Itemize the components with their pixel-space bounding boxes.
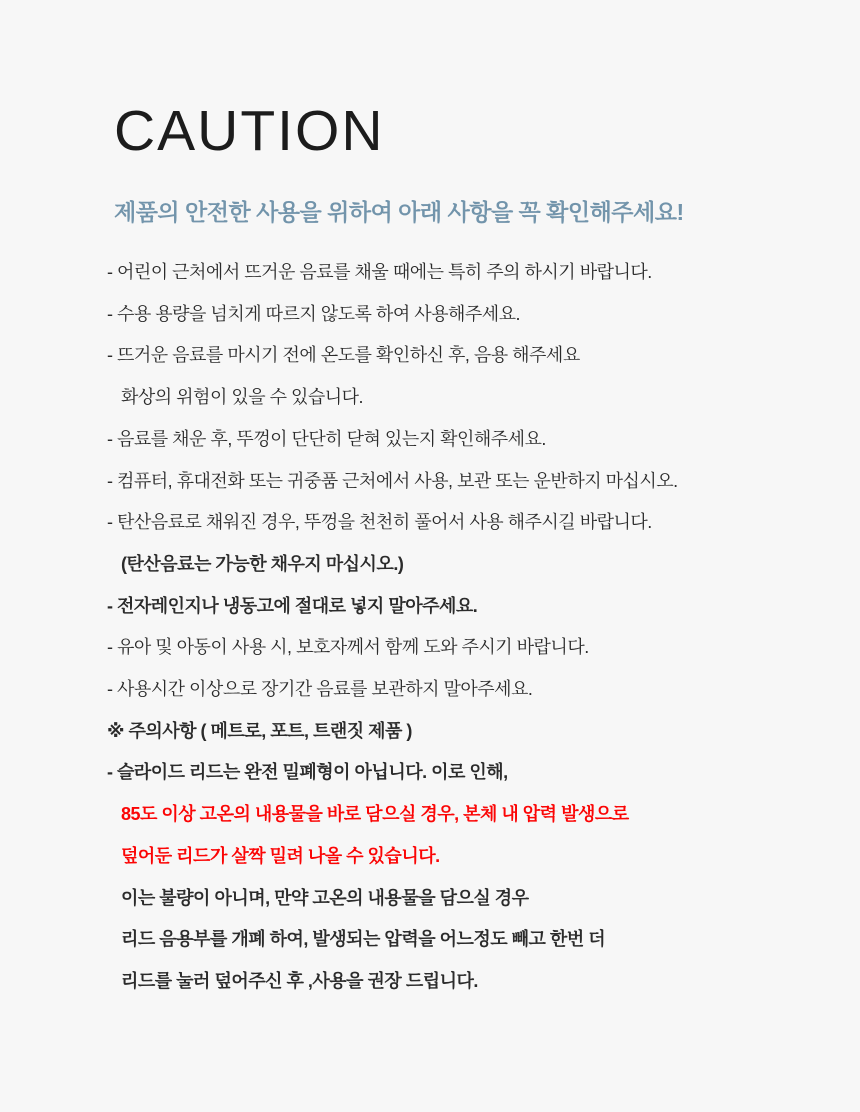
caution-line: 덮어둔 리드가 살짝 밀려 나올 수 있습니다. [121, 845, 440, 866]
caution-line: 리드를 눌러 덮어주신 후 ,사용을 권장 드립니다. [121, 970, 478, 991]
page-subtitle: 제품의 안전한 사용을 위하여 아래 사항을 꼭 확인해주세요! [114, 199, 684, 225]
caution-line: ※ 주의사항 ( 메트로, 포트, 트랜짓 제품 ) [107, 720, 412, 741]
caution-line: - 슬라이드 리드는 완전 밀폐형이 아닙니다. 이로 인해, [107, 762, 508, 783]
caution-line: - 탄산음료로 채워진 경우, 뚜껑을 천천히 풀어서 사용 해주시길 바랍니다. [107, 512, 652, 533]
caution-line: - 뜨거운 음료를 마시기 전에 온도를 확인하신 후, 음용 해주세요 [107, 345, 580, 366]
caution-line: (탄산음료는 가능한 채우지 마십시오.) [121, 553, 404, 574]
page-title: CAUTION [114, 99, 385, 163]
caution-line: - 음료를 채운 후, 뚜껑이 단단히 닫혀 있는지 확인해주세요. [107, 428, 546, 449]
caution-line: 리드 음용부를 개폐 하여, 발생되는 압력을 어느정도 빼고 한번 더 [121, 929, 606, 950]
caution-list [107, 252, 800, 1003]
caution-line: - 전자레인지나 냉동고에 절대로 넣지 말아주세요. [107, 595, 478, 616]
caution-line: 이는 불량이 아니며, 만약 고온의 내용물을 담으실 경우 [121, 887, 529, 908]
caution-line: - 유아 및 아동이 사용 시, 보호자께서 함께 도와 주시기 바랍니다. [107, 637, 589, 658]
caution-line: - 수용 용량을 넘치게 따르지 않도록 하여 사용해주세요. [107, 303, 521, 324]
caution-line: - 사용시간 이상으로 장기간 음료를 보관하지 말아주세요. [107, 679, 533, 700]
caution-line: 화상의 위험이 있을 수 있습니다. [121, 387, 364, 408]
caution-line: 85도 이상 고온의 내용물을 바로 담으실 경우, 본체 내 압력 발생으로 [121, 804, 629, 825]
caution-line: - 어린이 근처에서 뜨거운 음료를 채울 때에는 특히 주의 하시기 바랍니다. [107, 262, 652, 282]
caution-line: - 컴퓨터, 휴대전화 또는 귀중품 근처에서 사용, 보관 또는 운반하지 마십시오. [107, 470, 678, 491]
